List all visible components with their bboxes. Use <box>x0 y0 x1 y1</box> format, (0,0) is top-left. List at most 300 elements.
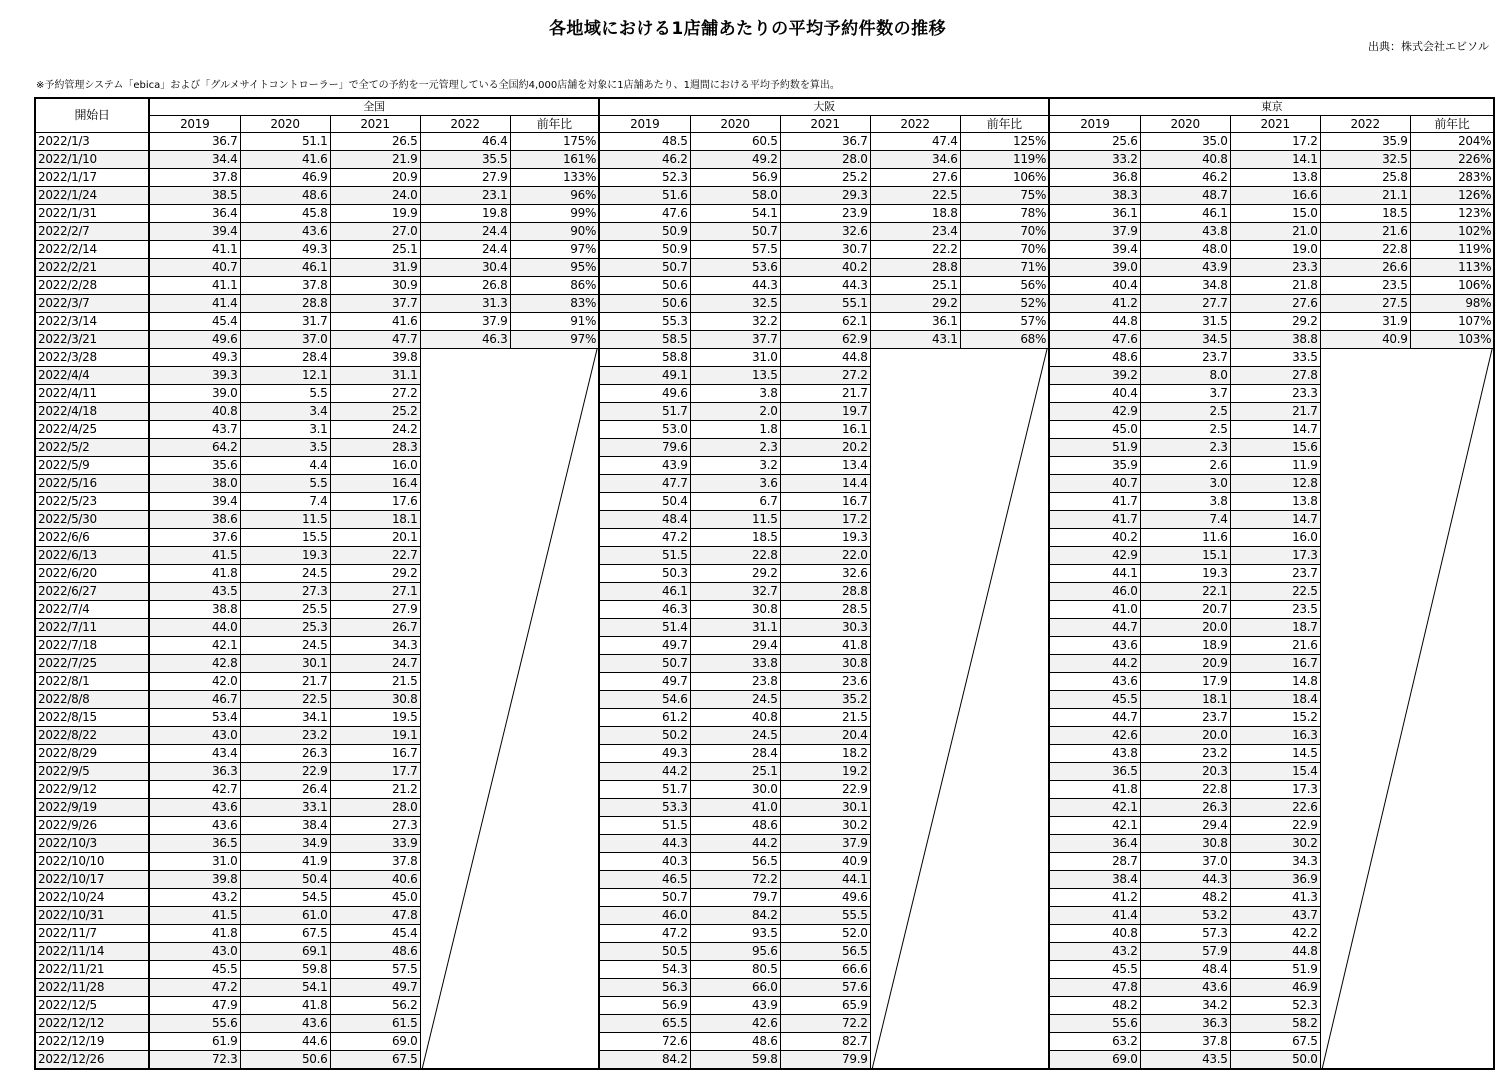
cell-osaka-2021: 40.9 <box>780 853 870 871</box>
empty-cell <box>1320 1033 1410 1051</box>
sub-header-nationwide-2: 2021 <box>330 116 420 133</box>
row-date: 2022/12/5 <box>35 997 149 1015</box>
cell-tokyo-2020: 53.2 <box>1140 907 1230 925</box>
empty-cell <box>1410 619 1494 637</box>
empty-cell <box>960 565 1049 583</box>
row-date: 2022/7/11 <box>35 619 149 637</box>
cell-osaka-2020: 40.8 <box>690 709 780 727</box>
empty-cell <box>510 475 599 493</box>
cell-tokyo-2019: 35.9 <box>1049 457 1140 475</box>
cell-nationwide-2019: 43.6 <box>149 799 240 817</box>
cell-tokyo-2020: 23.7 <box>1140 349 1230 367</box>
cell-tokyo-2019: 40.7 <box>1049 475 1140 493</box>
cell-nationwide-2020: 43.6 <box>240 1015 330 1033</box>
cell-osaka-2020: 31.0 <box>690 349 780 367</box>
empty-cell <box>960 691 1049 709</box>
table-row <box>35 655 1494 673</box>
table-row <box>35 547 1494 565</box>
empty-cell <box>1410 583 1494 601</box>
empty-cell <box>510 673 599 691</box>
empty-cell <box>510 889 599 907</box>
cell-tokyo-2022: 31.9 <box>1320 313 1410 331</box>
cell-tokyo-2021: 16.7 <box>1230 655 1320 673</box>
cell-nationwide-2021: 25.2 <box>330 403 420 421</box>
cell-tokyo-前年比: 98% <box>1410 295 1494 313</box>
cell-osaka-2022: 34.6 <box>870 151 960 169</box>
empty-cell <box>510 385 599 403</box>
empty-cell <box>870 691 960 709</box>
empty-cell <box>510 637 599 655</box>
cell-osaka-2021: 20.2 <box>780 439 870 457</box>
empty-cell <box>510 709 599 727</box>
source-credit: 出典：株式会社エビソル <box>1368 40 1489 53</box>
cell-nationwide-2020: 61.0 <box>240 907 330 925</box>
cell-nationwide-2021: 45.0 <box>330 889 420 907</box>
empty-cell <box>510 511 599 529</box>
empty-cell <box>420 655 510 673</box>
cell-osaka-2020: 3.6 <box>690 475 780 493</box>
cell-osaka-2019: 56.9 <box>599 997 690 1015</box>
cell-tokyo-前年比: 113% <box>1410 259 1494 277</box>
cell-nationwide-2019: 47.9 <box>149 997 240 1015</box>
cell-osaka-2019: 46.0 <box>599 907 690 925</box>
empty-cell <box>1410 781 1494 799</box>
cell-nationwide-2020: 25.5 <box>240 601 330 619</box>
cell-tokyo-2021: 34.3 <box>1230 853 1320 871</box>
cell-nationwide-前年比: 91% <box>510 313 599 331</box>
row-date: 2022/2/7 <box>35 223 149 241</box>
cell-tokyo-2019: 46.0 <box>1049 583 1140 601</box>
cell-tokyo-2021: 42.2 <box>1230 925 1320 943</box>
empty-cell <box>1320 709 1410 727</box>
cell-tokyo-2019: 40.8 <box>1049 925 1140 943</box>
cell-osaka-2021: 62.9 <box>780 331 870 349</box>
cell-tokyo-2021: 16.3 <box>1230 727 1320 745</box>
empty-cell <box>1320 421 1410 439</box>
cell-tokyo-2019: 45.5 <box>1049 691 1140 709</box>
empty-cell <box>870 529 960 547</box>
empty-cell <box>510 961 599 979</box>
cell-nationwide-2021: 21.5 <box>330 673 420 691</box>
cell-nationwide-2019: 47.2 <box>149 979 240 997</box>
empty-cell <box>1410 565 1494 583</box>
empty-cell <box>960 871 1049 889</box>
empty-cell <box>420 601 510 619</box>
cell-osaka-2019: 50.9 <box>599 241 690 259</box>
empty-cell <box>870 799 960 817</box>
empty-cell <box>420 349 510 367</box>
cell-tokyo-2021: 15.2 <box>1230 709 1320 727</box>
cell-osaka-前年比: 70% <box>960 223 1049 241</box>
cell-osaka-2019: 43.9 <box>599 457 690 475</box>
cell-nationwide-2019: 41.4 <box>149 295 240 313</box>
row-date: 2022/10/3 <box>35 835 149 853</box>
cell-tokyo-2019: 45.0 <box>1049 421 1140 439</box>
cell-osaka-2020: 60.5 <box>690 133 780 151</box>
table-row <box>35 277 1494 295</box>
cell-tokyo-2019: 36.1 <box>1049 205 1140 223</box>
empty-cell <box>1410 979 1494 997</box>
cell-nationwide-2020: 3.4 <box>240 403 330 421</box>
cell-tokyo-2021: 22.6 <box>1230 799 1320 817</box>
cell-osaka-2019: 48.5 <box>599 133 690 151</box>
cell-osaka-2021: 14.4 <box>780 475 870 493</box>
cell-osaka-2020: 43.9 <box>690 997 780 1015</box>
cell-nationwide-2021: 28.3 <box>330 439 420 457</box>
empty-cell <box>420 439 510 457</box>
cell-osaka-2021: 49.6 <box>780 889 870 907</box>
cell-nationwide-2020: 45.8 <box>240 205 330 223</box>
cell-osaka-2019: 54.6 <box>599 691 690 709</box>
cell-tokyo-2020: 20.0 <box>1140 727 1230 745</box>
table-row <box>35 817 1494 835</box>
cell-tokyo-2019: 36.4 <box>1049 835 1140 853</box>
cell-tokyo-2019: 40.4 <box>1049 385 1140 403</box>
empty-cell <box>870 763 960 781</box>
empty-cell <box>1410 907 1494 925</box>
cell-nationwide-2019: 64.2 <box>149 439 240 457</box>
cell-osaka-2019: 50.6 <box>599 295 690 313</box>
empty-cell <box>510 1051 599 1070</box>
empty-cell <box>420 889 510 907</box>
empty-cell <box>960 961 1049 979</box>
empty-cell <box>510 457 599 475</box>
row-date: 2022/11/21 <box>35 961 149 979</box>
row-date: 2022/9/19 <box>35 799 149 817</box>
cell-osaka-前年比: 56% <box>960 277 1049 295</box>
empty-cell <box>510 817 599 835</box>
cell-osaka-2021: 28.5 <box>780 601 870 619</box>
cell-nationwide-2022: 26.8 <box>420 277 510 295</box>
cell-osaka-2020: 6.7 <box>690 493 780 511</box>
empty-cell <box>870 871 960 889</box>
empty-cell <box>1320 457 1410 475</box>
empty-cell <box>1320 349 1410 367</box>
cell-tokyo-2021: 27.6 <box>1230 295 1320 313</box>
cell-nationwide-2020: 46.9 <box>240 169 330 187</box>
cell-tokyo-2021: 17.2 <box>1230 133 1320 151</box>
cell-nationwide-2019: 61.9 <box>149 1033 240 1051</box>
cell-osaka-2021: 13.4 <box>780 457 870 475</box>
cell-osaka-2019: 46.3 <box>599 601 690 619</box>
cell-tokyo-2019: 41.2 <box>1049 889 1140 907</box>
row-date: 2022/9/12 <box>35 781 149 799</box>
empty-cell <box>510 439 599 457</box>
empty-cell <box>420 799 510 817</box>
cell-tokyo-2019: 41.4 <box>1049 907 1140 925</box>
cell-osaka-2019: 51.5 <box>599 547 690 565</box>
row-date: 2022/2/21 <box>35 259 149 277</box>
cell-nationwide-2020: 30.1 <box>240 655 330 673</box>
empty-cell <box>960 583 1049 601</box>
empty-cell <box>1410 997 1494 1015</box>
cell-nationwide-2021: 33.9 <box>330 835 420 853</box>
table-row <box>35 889 1494 907</box>
cell-osaka-2020: 48.6 <box>690 817 780 835</box>
empty-cell <box>1320 1015 1410 1033</box>
table-row <box>35 295 1494 313</box>
empty-cell <box>1410 529 1494 547</box>
table-row <box>35 439 1494 457</box>
cell-osaka-2019: 50.7 <box>599 889 690 907</box>
cell-tokyo-2020: 17.9 <box>1140 673 1230 691</box>
cell-tokyo-2021: 13.8 <box>1230 169 1320 187</box>
empty-cell <box>870 565 960 583</box>
table-row <box>35 583 1494 601</box>
cell-tokyo-2022: 25.8 <box>1320 169 1410 187</box>
empty-cell <box>1410 601 1494 619</box>
cell-osaka-2020: 30.8 <box>690 601 780 619</box>
cell-osaka-2022: 47.4 <box>870 133 960 151</box>
cell-tokyo-2020: 48.2 <box>1140 889 1230 907</box>
empty-cell <box>420 529 510 547</box>
cell-osaka-2021: 72.2 <box>780 1015 870 1033</box>
cell-tokyo-前年比: 103% <box>1410 331 1494 349</box>
empty-cell <box>510 691 599 709</box>
empty-cell <box>1410 547 1494 565</box>
cell-tokyo-2021: 15.0 <box>1230 205 1320 223</box>
cell-nationwide-2019: 45.5 <box>149 961 240 979</box>
cell-nationwide-2020: 41.9 <box>240 853 330 871</box>
empty-cell <box>510 907 599 925</box>
empty-cell <box>1410 673 1494 691</box>
cell-tokyo-2022: 35.9 <box>1320 133 1410 151</box>
cell-tokyo-2019: 38.4 <box>1049 871 1140 889</box>
cell-tokyo-2020: 8.0 <box>1140 367 1230 385</box>
empty-cell <box>870 547 960 565</box>
cell-nationwide-2019: 36.7 <box>149 133 240 151</box>
sub-header-tokyo-2: 2021 <box>1230 116 1320 133</box>
sub-header-osaka-1: 2020 <box>690 116 780 133</box>
cell-nationwide-2019: 42.7 <box>149 781 240 799</box>
cell-nationwide-2022: 35.5 <box>420 151 510 169</box>
cell-tokyo-2019: 44.2 <box>1049 655 1140 673</box>
cell-tokyo-2021: 16.0 <box>1230 529 1320 547</box>
cell-osaka-2021: 40.2 <box>780 259 870 277</box>
empty-cell <box>1320 565 1410 583</box>
region-header-nationwide: 全国 <box>149 98 599 116</box>
cell-tokyo-2019: 40.4 <box>1049 277 1140 295</box>
row-date: 2022/6/27 <box>35 583 149 601</box>
row-date: 2022/1/3 <box>35 133 149 151</box>
cell-nationwide-2019: 38.5 <box>149 187 240 205</box>
cell-osaka-2019: 49.7 <box>599 637 690 655</box>
cell-osaka-2020: 37.7 <box>690 331 780 349</box>
row-date: 2022/8/8 <box>35 691 149 709</box>
cell-osaka-2019: 49.3 <box>599 745 690 763</box>
cell-osaka-2019: 47.2 <box>599 925 690 943</box>
cell-nationwide-前年比: 133% <box>510 169 599 187</box>
cell-osaka-2019: 47.2 <box>599 529 690 547</box>
cell-tokyo-2021: 30.2 <box>1230 835 1320 853</box>
cell-nationwide-前年比: 97% <box>510 241 599 259</box>
cell-tokyo-2019: 42.9 <box>1049 403 1140 421</box>
cell-tokyo-前年比: 106% <box>1410 277 1494 295</box>
cell-osaka-2021: 44.3 <box>780 277 870 295</box>
row-date: 2022/8/29 <box>35 745 149 763</box>
cell-osaka-2019: 47.7 <box>599 475 690 493</box>
cell-tokyo-2021: 11.9 <box>1230 457 1320 475</box>
cell-nationwide-2020: 34.1 <box>240 709 330 727</box>
sub-header-nationwide-1: 2020 <box>240 116 330 133</box>
cell-nationwide-2021: 17.7 <box>330 763 420 781</box>
cell-tokyo-2021: 14.8 <box>1230 673 1320 691</box>
cell-nationwide-2020: 49.3 <box>240 241 330 259</box>
empty-cell <box>870 889 960 907</box>
cell-nationwide-2021: 27.1 <box>330 583 420 601</box>
cell-tokyo-2020: 48.0 <box>1140 241 1230 259</box>
table-row <box>35 133 1494 151</box>
cell-osaka-2020: 3.8 <box>690 385 780 403</box>
cell-osaka-2020: 93.5 <box>690 925 780 943</box>
empty-cell <box>960 439 1049 457</box>
cell-osaka-2021: 44.1 <box>780 871 870 889</box>
empty-cell <box>870 781 960 799</box>
cell-osaka-2020: 49.2 <box>690 151 780 169</box>
empty-cell <box>1320 385 1410 403</box>
cell-nationwide-2019: 41.5 <box>149 907 240 925</box>
cell-tokyo-2022: 18.5 <box>1320 205 1410 223</box>
cell-osaka-2019: 56.3 <box>599 979 690 997</box>
cell-tokyo-2020: 40.8 <box>1140 151 1230 169</box>
empty-cell <box>510 565 599 583</box>
cell-tokyo-2022: 40.9 <box>1320 331 1410 349</box>
empty-cell <box>960 817 1049 835</box>
cell-nationwide-2020: 21.7 <box>240 673 330 691</box>
empty-cell <box>1320 817 1410 835</box>
empty-cell <box>960 367 1049 385</box>
empty-cell <box>1320 997 1410 1015</box>
cell-tokyo-2021: 15.4 <box>1230 763 1320 781</box>
cell-nationwide-2020: 4.4 <box>240 457 330 475</box>
cell-nationwide-2021: 27.3 <box>330 817 420 835</box>
cell-osaka-2019: 72.6 <box>599 1033 690 1051</box>
cell-osaka-2019: 50.9 <box>599 223 690 241</box>
empty-cell <box>870 853 960 871</box>
cell-tokyo-2021: 17.3 <box>1230 781 1320 799</box>
empty-cell <box>960 511 1049 529</box>
cell-tokyo-2021: 43.7 <box>1230 907 1320 925</box>
empty-cell <box>1320 745 1410 763</box>
cell-tokyo-2022: 21.1 <box>1320 187 1410 205</box>
empty-cell <box>960 385 1049 403</box>
empty-cell <box>1410 421 1494 439</box>
empty-cell <box>1410 439 1494 457</box>
cell-tokyo-2021: 22.9 <box>1230 817 1320 835</box>
cell-nationwide-2019: 38.6 <box>149 511 240 529</box>
cell-tokyo-2020: 2.5 <box>1140 403 1230 421</box>
cell-osaka-2019: 58.8 <box>599 349 690 367</box>
cell-nationwide-2021: 56.2 <box>330 997 420 1015</box>
cell-osaka-2020: 31.1 <box>690 619 780 637</box>
cell-nationwide-2019: 41.1 <box>149 241 240 259</box>
sub-header-nationwide-0: 2019 <box>149 116 240 133</box>
cell-nationwide-2020: 46.1 <box>240 259 330 277</box>
empty-cell <box>1410 349 1494 367</box>
cell-tokyo-2021: 13.8 <box>1230 493 1320 511</box>
table-row <box>35 799 1494 817</box>
sub-header-nationwide-3: 2022 <box>420 116 510 133</box>
table-row <box>35 493 1494 511</box>
cell-nationwide-2021: 24.7 <box>330 655 420 673</box>
cell-nationwide-2020: 51.1 <box>240 133 330 151</box>
cell-nationwide-2020: 15.5 <box>240 529 330 547</box>
cell-osaka-2019: 44.2 <box>599 763 690 781</box>
cell-tokyo-2020: 48.7 <box>1140 187 1230 205</box>
cell-tokyo-2021: 50.0 <box>1230 1051 1320 1070</box>
cell-osaka-2020: 18.5 <box>690 529 780 547</box>
row-date: 2022/9/5 <box>35 763 149 781</box>
cell-osaka-前年比: 106% <box>960 169 1049 187</box>
cell-osaka-2021: 16.1 <box>780 421 870 439</box>
empty-cell <box>420 763 510 781</box>
table-row <box>35 259 1494 277</box>
sub-header-tokyo-1: 2020 <box>1140 116 1230 133</box>
cell-nationwide-2019: 41.1 <box>149 277 240 295</box>
empty-cell <box>960 763 1049 781</box>
empty-cell <box>960 889 1049 907</box>
sub-header-tokyo-4: 前年比 <box>1410 116 1494 133</box>
empty-cell <box>870 745 960 763</box>
cell-tokyo-2021: 15.6 <box>1230 439 1320 457</box>
empty-cell <box>510 871 599 889</box>
sub-header-osaka-4: 前年比 <box>960 116 1049 133</box>
cell-osaka-2020: 22.8 <box>690 547 780 565</box>
empty-cell <box>1410 1015 1494 1033</box>
cell-nationwide-2020: 24.5 <box>240 565 330 583</box>
cell-nationwide-2020: 26.3 <box>240 745 330 763</box>
table-row <box>35 1051 1494 1070</box>
cell-nationwide-2019: 39.4 <box>149 223 240 241</box>
cell-nationwide-2020: 28.8 <box>240 295 330 313</box>
cell-nationwide-2020: 43.6 <box>240 223 330 241</box>
empty-cell <box>960 1033 1049 1051</box>
cell-tokyo-2021: 22.5 <box>1230 583 1320 601</box>
empty-cell <box>870 637 960 655</box>
cell-tokyo-2019: 43.8 <box>1049 745 1140 763</box>
cell-tokyo-2020: 31.5 <box>1140 313 1230 331</box>
cell-osaka-2021: 52.0 <box>780 925 870 943</box>
cell-nationwide-2021: 16.7 <box>330 745 420 763</box>
cell-osaka-2021: 17.2 <box>780 511 870 529</box>
table-row <box>35 385 1494 403</box>
cell-tokyo-前年比: 204% <box>1410 133 1494 151</box>
cell-nationwide-2019: 34.4 <box>149 151 240 169</box>
row-date: 2022/5/2 <box>35 439 149 457</box>
cell-osaka-2019: 50.2 <box>599 727 690 745</box>
cell-nationwide-2019: 35.6 <box>149 457 240 475</box>
empty-cell <box>420 1015 510 1033</box>
cell-nationwide-2020: 3.1 <box>240 421 330 439</box>
empty-cell <box>1320 727 1410 745</box>
cell-osaka-2020: 79.7 <box>690 889 780 907</box>
cell-osaka-2022: 18.8 <box>870 205 960 223</box>
cell-osaka-2019: 51.6 <box>599 187 690 205</box>
cell-tokyo-2020: 18.9 <box>1140 637 1230 655</box>
empty-cell <box>1320 619 1410 637</box>
cell-nationwide-2019: 49.6 <box>149 331 240 349</box>
cell-nationwide-2021: 18.1 <box>330 511 420 529</box>
cell-osaka-2020: 32.2 <box>690 313 780 331</box>
table-row <box>35 1015 1494 1033</box>
cell-tokyo-2020: 48.4 <box>1140 961 1230 979</box>
cell-tokyo-2020: 37.0 <box>1140 853 1230 871</box>
empty-cell <box>510 403 599 421</box>
cell-osaka-2020: 48.6 <box>690 1033 780 1051</box>
cell-osaka-2021: 22.0 <box>780 547 870 565</box>
cell-osaka-2020: 56.9 <box>690 169 780 187</box>
cell-nationwide-2021: 26.5 <box>330 133 420 151</box>
